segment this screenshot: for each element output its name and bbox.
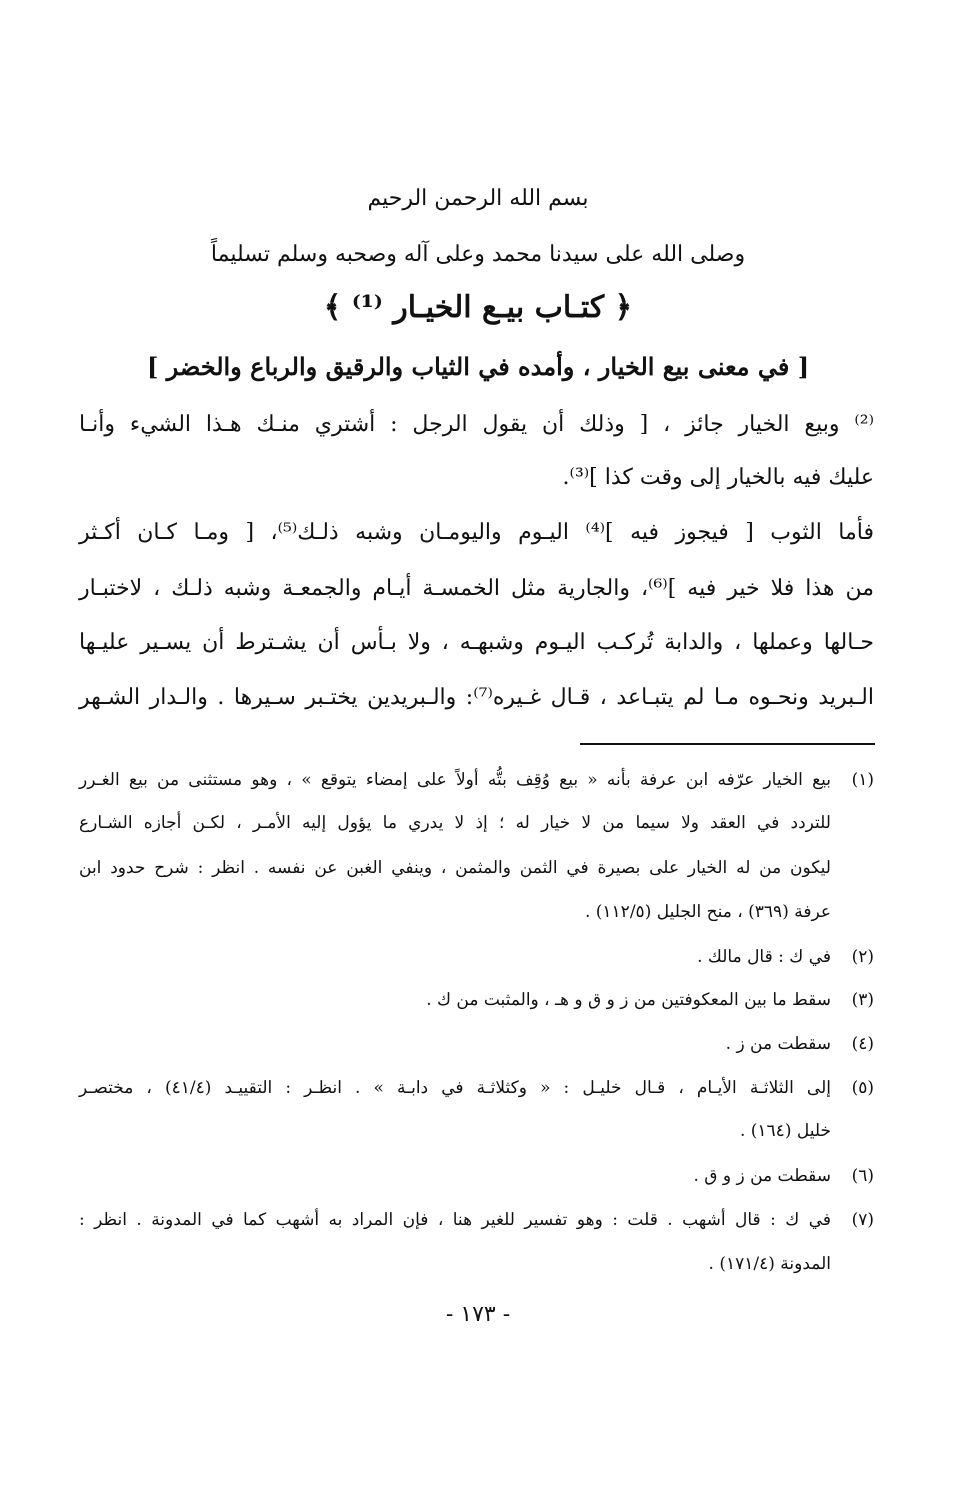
footnote-number: (١)	[851, 770, 874, 790]
page-number: - ١٧٣ -	[445, 1302, 511, 1327]
section-heading: [ في معنى بيع الخيار ، وأمده في الثياب والرقيق والرباع والخضر ]	[146, 352, 810, 381]
body-line-3: فأما الثوب [ فيجوز فيه ]⁽⁴⁾ اليـوم واليومـان وشبه ذلـك⁽⁵⁾، [ ومـا كـان أكـثر	[79, 520, 874, 545]
footnote-number: (٤)	[851, 1034, 874, 1054]
footnote-number: (٧)	[851, 1210, 874, 1230]
footnote-line: إلى الثلاثـة الأيـام ، قـال خليـل : « وكثلاثـة في دابـة » . انظـر : التقييـد (٤١/٤) ، مختصـر	[79, 1078, 831, 1098]
footnote-number: (٣)	[851, 990, 874, 1010]
footnote-line: سقطت من ز .	[725, 1034, 831, 1054]
body-line-5: حـالها وعملها ، والدابة تُركـب اليـوم وشبهـه ، ولا بـأس أن يشـترط أن يسـير عليـها	[79, 630, 874, 655]
footnote-line: في ك : قال أشهب . قلت : وهو تفسير للغير هنا ، فإن المراد به أشهب كما في المدونة . انظر :	[79, 1210, 831, 1230]
footnote-line: المدونة (١٧١/٤) .	[708, 1254, 831, 1274]
footnote-number: (٦)	[851, 1166, 874, 1186]
footnote-line: للتردد في العقد ولا سيما من لا خيار له ؛ إذ لا يدري ما يؤول إليه الأمـر ، لكـن أجازه الشـارع	[79, 813, 831, 833]
footnote-number: (٥)	[851, 1078, 874, 1098]
body-line-2: عليك فيه بالخيار إلى وقت كذا ]⁽³⁾.	[562, 465, 874, 490]
basmala: بسم الله الرحمن الرحيم	[367, 186, 589, 211]
footnote-line: سقطت من ز و ق .	[693, 1166, 831, 1186]
footnote-line: ليكون من له الخيار على بصيرة في الثمن والمثمن ، وينفي الغبن عن نفسه . انظر : شرح حدود ابن	[79, 858, 831, 878]
footnote-divider	[580, 743, 875, 745]
footnote-line: بيع الخيار عرّفه ابن عرفة بأنه « بيع وُقِف بتُّه أولاً على إمضاء يتوقع » ، وهو مستثنى من بيع الغـرر	[79, 770, 831, 790]
footnote-line: في ك : قال مالك .	[697, 947, 831, 967]
salutation: وصلى الله على سيدنا محمد وعلى آله وصحبه وسلم تسليماً	[210, 242, 746, 267]
body-line-4: من هذا فلا خير فيه ]⁽⁶⁾، والجارية مثل الخمسـة أيـام والجمعـة وشبه ذلـك ، لاختبـار	[79, 576, 874, 601]
book-title: ﴿ كتـاب بيـع الخيـار ⁽¹⁾ ﴾	[323, 290, 633, 325]
footnote-line: عرفة (٣٦٩) ، منح الجليل (١١٢/٥) .	[584, 902, 831, 922]
footnote-number: (٢)	[851, 947, 874, 967]
footnote-line: سقط ما بين المعكوفتين من ز و ق و هـ ، والمثبت من ك .	[426, 990, 831, 1010]
body-line-6: الـبريد ونحـوه مـا لم يتبـاعد ، قـال غـيره⁽⁷⁾: والـبريدين يختـبر سـيرها . والـدار الشـهر	[79, 685, 875, 710]
body-line-1: ⁽²⁾ وبيع الخيار جائز ، [ وذلك أن يقول الرجل : أشتري منـك هـذا الشيء وأنـا	[79, 412, 874, 437]
footnote-line: خليل (١٦٤) .	[739, 1121, 831, 1141]
